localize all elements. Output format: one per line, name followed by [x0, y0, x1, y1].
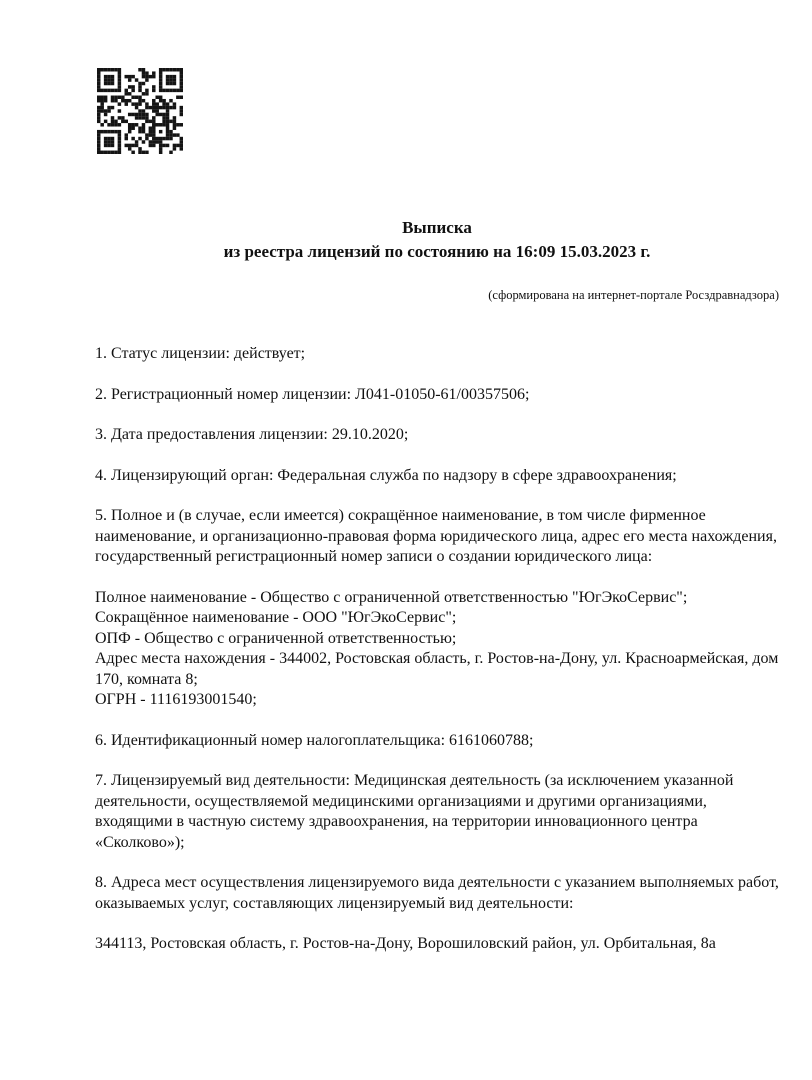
company-full-name: Полное наименование - Общество с ограниченной ответственностью "ЮгЭкоСервис";: [95, 588, 688, 606]
document-body: [95, 344, 779, 955]
document-title: [95, 216, 779, 264]
title-line-2: из реестра лицензий по состоянию на 16:09 15.03.2023 г.: [223, 242, 651, 261]
item-8-activity-addresses-heading: 8. Адреса мест осуществления лицензируемого вида деятельности с указанием выполняемых работ, оказываемых услуг, составляющих лицензируемый вид деятельности:: [95, 874, 779, 912]
qr-code-icon: [97, 68, 183, 154]
item-7-licensed-activity: 7. Лицензируемый вид деятельности: Медицинская деятельность (за исключением указанной деятельности, осуществляемой медицинскими организациями и другими организациями, входящими в частную систему здравоохранения, на территории инновационного центра «Сколково»);: [95, 772, 734, 851]
item-4-licensing-authority: 4. Лицензирующий орган: Федеральная служба по надзору в сфере здравоохранения;: [95, 466, 677, 484]
company-details-block: [95, 588, 779, 711]
company-ogrn: ОГРН - 1116193001540;: [95, 691, 257, 708]
document-subtitle: (сформирована на интернет-портале Росздравнадзора): [488, 288, 779, 302]
company-legal-form: ОПФ - Общество с ограниченной ответственностью;: [95, 629, 457, 647]
item-2-registration-number: 2. Регистрационный номер лицензии: Л041-01050-61/00357506;: [95, 385, 530, 403]
item-3-grant-date: 3. Дата предоставления лицензии: 29.10.2020;: [95, 426, 409, 443]
activity-address-line: 344113, Ростовская область, г. Ростов-на-Дону, Ворошиловский район, ул. Орбитальная, 8а: [95, 935, 716, 952]
title-line-1: Выписка: [402, 218, 472, 237]
document-content: [95, 216, 779, 975]
company-address: Адрес места нахождения - 344002, Ростовская область, г. Ростов-на-Дону, ул. Красноармейская, дом 170, комната 8;: [95, 650, 779, 688]
item-1-license-status: 1. Статус лицензии: действует;: [95, 345, 306, 362]
item-5-legal-entity-heading: 5. Полное и (в случае, если имеется) сокращённое наименование, в том числе фирменное наименование, и организационно-правовая форма юридического лица, адрес его места нахождения, государственный регистрационный номер записи о создании юридического лица:: [95, 507, 777, 565]
item-6-taxpayer-id: 6. Идентификационный номер налогоплательщика: 6161060788;: [95, 731, 534, 749]
company-short-name: Сокращённое наименование - ООО "ЮгЭкоСервис";: [95, 609, 457, 626]
